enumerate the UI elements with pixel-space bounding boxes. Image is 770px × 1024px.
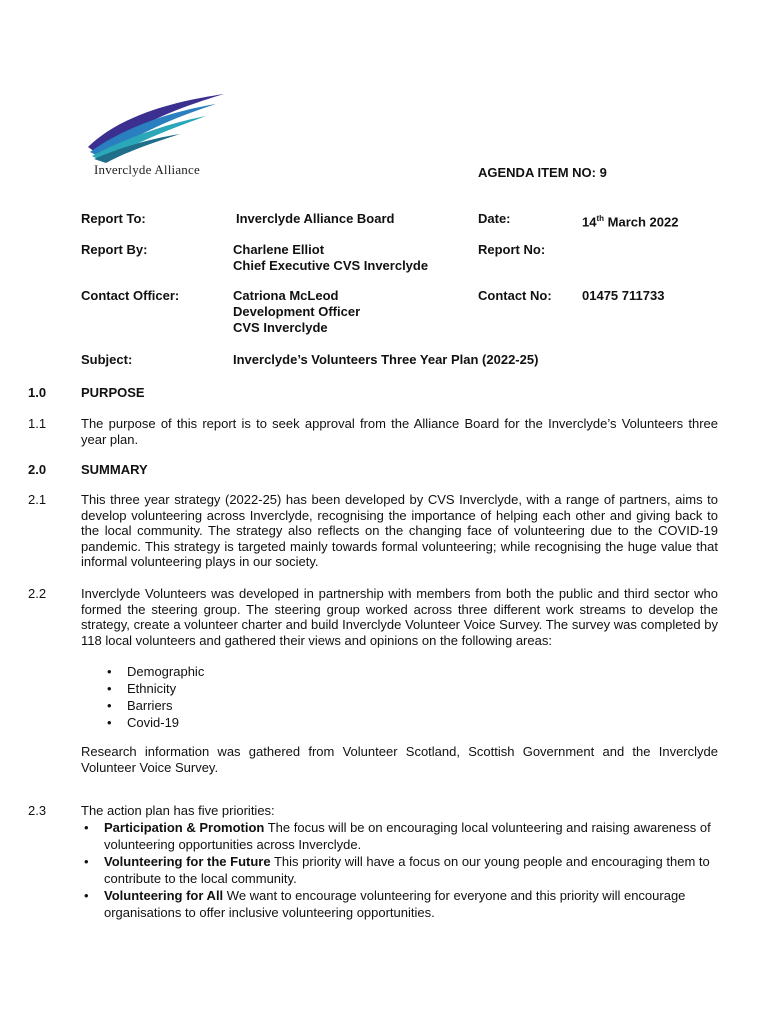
contact-no-value: 01475 711733 xyxy=(582,288,665,303)
priority-title: Volunteering for the Future xyxy=(104,854,271,869)
section-1-number: 1.0 xyxy=(28,385,47,400)
section-1-1-text: The purpose of this report is to seek approval from the Alliance Board for the Inverclyde’s Volunteers three year plan. xyxy=(81,416,718,447)
priority-title: Participation & Promotion xyxy=(104,820,265,835)
section-2-2-number: 2.2 xyxy=(28,586,47,601)
priority-title: Volunteering for All xyxy=(104,888,224,903)
subject-value: Inverclyde’s Volunteers Three Year Plan (2022-25) xyxy=(233,352,539,367)
section-1-1-number: 1.1 xyxy=(28,416,47,431)
list-item: • Covid-19 xyxy=(107,714,204,731)
priority-text: This priority will have a focus on our young people and encouraging them to contribute to the local community. xyxy=(104,854,710,886)
section-2-2-research: Research information was gathered from Volunteer Scotland, Scottish Government and the Inverclyde Volunteer Voice Survey. xyxy=(81,744,718,775)
priority-item xyxy=(84,819,718,853)
priority-text: We want to encourage volunteering for everyone and this priority will encourage organisations to offer inclusive volunteering opportunities. xyxy=(104,888,686,920)
section-1-title: PURPOSE xyxy=(81,385,145,400)
section-2-3-intro: The action plan has five priorities: xyxy=(81,803,275,818)
section-2-3-number: 2.3 xyxy=(28,803,47,818)
date-label: Date: xyxy=(478,211,511,226)
priority-item xyxy=(84,853,718,887)
section-2-number: 2.0 xyxy=(28,462,47,477)
contact-officer-org: CVS Inverclyde xyxy=(233,320,328,335)
date-rest: March 2022 xyxy=(604,214,679,230)
section-2-2-text: Inverclyde Volunteers was developed in partnership with members from both the public and third sector who formed the steering group. The steering group worked across three different work streams to develop the strategy, create a volunteer charter and build Inverclyde Volunteer Voice Survey. The survey was completed by 118 local volunteers and gathered their views and opinions on the following areas: xyxy=(81,586,718,648)
report-by-label: Report By: xyxy=(81,242,148,257)
date-day: 14 xyxy=(582,214,597,230)
section-2-1-text: This three year strategy (2022-25) has been developed by CVS Inverclyde, with a range of partners, aims to develop volunteering across Inverclyde, recognising the importance of helping each other and giving back to the local community. The strategy also reflects on the changing face of volunteering due to the COVID-19 pandemic. This strategy is targeted mainly towards formal volunteering; while recognising the huge value that informal volunteering plays in our society. xyxy=(81,492,718,569)
date-suffix: th xyxy=(596,214,605,223)
report-by-name: Charlene Elliot xyxy=(233,242,325,257)
survey-areas-list xyxy=(107,663,204,731)
contact-officer-role: Development Officer xyxy=(233,304,361,319)
date-value xyxy=(582,211,678,230)
report-to-value: Inverclyde Alliance Board xyxy=(236,211,395,226)
priority-item xyxy=(84,887,718,921)
report-to-label: Report To: xyxy=(81,211,146,226)
list-item: • Demographic xyxy=(107,663,204,680)
contact-officer-name: Catriona McLeod xyxy=(233,288,339,303)
inverclyde-alliance-logo xyxy=(84,92,234,182)
contact-no-label: Contact No: xyxy=(478,288,552,303)
agenda-item-number: AGENDA ITEM NO: 9 xyxy=(478,165,607,180)
priorities-list xyxy=(84,819,718,921)
list-item: • Barriers xyxy=(107,697,204,714)
report-no-label: Report No: xyxy=(478,242,546,257)
report-by-role: Chief Executive CVS Inverclyde xyxy=(233,258,429,273)
subject-label: Subject: xyxy=(81,352,133,367)
contact-officer-label: Contact Officer: xyxy=(81,288,180,303)
logo-text: Inverclyde Alliance xyxy=(94,162,200,177)
section-2-1-number: 2.1 xyxy=(28,492,47,507)
swoosh-logo-icon xyxy=(84,92,234,164)
priority-text: The focus will be on encouraging local volunteering and raising awareness of volunteering opportunities across Inverclyde. xyxy=(104,820,711,852)
list-item: • Ethnicity xyxy=(107,680,204,697)
section-2-title: SUMMARY xyxy=(81,462,148,477)
